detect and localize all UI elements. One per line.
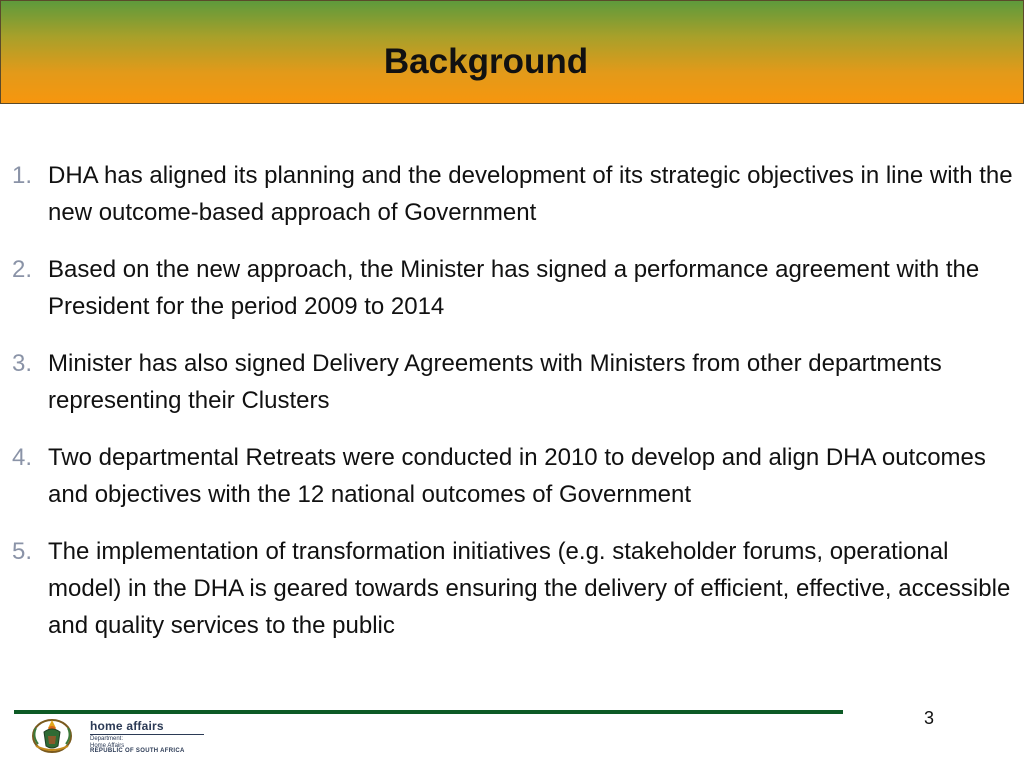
list-item xyxy=(0,533,1020,644)
logo-wordmark: home affairs xyxy=(90,719,164,733)
list-item-number: 5. xyxy=(12,538,33,565)
slide-title: Background xyxy=(383,42,589,81)
logo-rule xyxy=(90,734,204,735)
list-item-text: Based on the new approach, the Minister has signed a performance agreement with the President for the period 2009 to 2014 xyxy=(48,256,980,320)
bullet-list xyxy=(0,157,1020,664)
logo-dept-line2: Home Affairs xyxy=(90,743,125,749)
list-item-text: DHA has aligned its planning and the development of its strategic objectives in line with the new outcome-based approach of Government xyxy=(48,162,1013,226)
list-item-number: 1. xyxy=(12,162,33,189)
list-item-number: 3. xyxy=(12,350,33,377)
footer-divider xyxy=(14,710,843,714)
list-item xyxy=(0,439,1020,513)
list-item-text: Two departmental Retreats were conducted in 2010 to develop and align DHA outcomes and objectives with the 12 national outcomes of Government xyxy=(48,444,986,508)
list-item-number: 2. xyxy=(12,256,33,283)
list-item-text: The implementation of transformation initiatives (e.g. stakeholder forums, operational model) in the DHA is geared towards ensuring the delivery of efficient, effective, accessible and quality services to the public xyxy=(48,538,1011,639)
list-item xyxy=(0,251,1020,325)
list-item-number: 4. xyxy=(12,444,33,471)
home-affairs-logo xyxy=(30,716,230,754)
logo-country: REPUBLIC OF SOUTH AFRICA xyxy=(90,748,185,754)
logo-dept-line1: Department: xyxy=(90,736,124,742)
page-number: 3 xyxy=(924,708,935,728)
list-item-text: Minister has also signed Delivery Agreements with Ministers from other departments representing their Clusters xyxy=(48,350,942,414)
list-item xyxy=(0,157,1020,231)
coat-of-arms-icon xyxy=(30,716,74,754)
list-item xyxy=(0,345,1020,419)
